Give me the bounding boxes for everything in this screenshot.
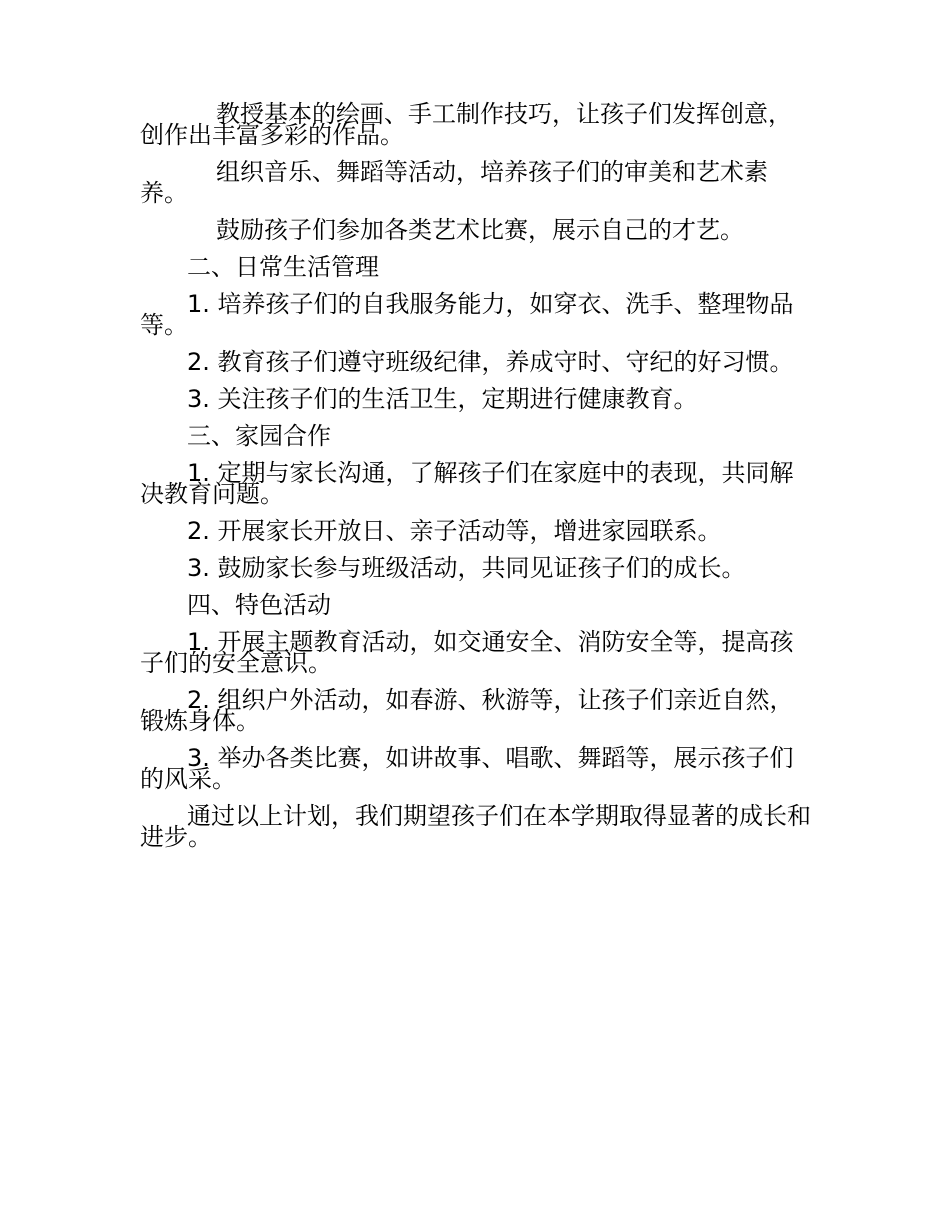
paragraph-parent-communication: 1. 定期与家长沟通，了解孩子们在家庭中的表现，共同解决教育问题。 [140,459,794,508]
paragraph-outdoor-activities: 2. 组织户外活动，如春游、秋游等，让孩子们亲近自然，锻炼身体。 [140,686,794,735]
paragraph-open-day: 2. 开展家长开放日、亲子活动等，增进家园联系。 [187,517,722,545]
section-heading-daily-life: 二、日常生活管理 [187,253,379,281]
paragraph-parent-participation: 3. 鼓励家长参与班级活动，共同见证孩子们的成长。 [187,554,746,582]
paragraph-music-dance: 组织音乐、舞蹈等活动，培养孩子们的审美和艺术素养。 [140,158,768,207]
section-heading-special-activities: 四、特色活动 [187,591,331,619]
paragraph-art-skills: 教授基本的绘画、手工制作技巧，让孩子们发挥创意，创作出丰富多彩的作品。 [140,100,792,149]
section-heading-home-school: 三、家园合作 [187,422,331,450]
paragraph-discipline: 2. 教育孩子们遵守班级纪律，养成守时、守纪的好习惯。 [187,348,794,376]
paragraph-art-competition: 鼓励孩子们参加各类艺术比赛，展示自己的才艺。 [216,216,744,244]
paragraph-hygiene: 3. 关注孩子们的生活卫生，定期进行健康教育。 [187,385,698,413]
paragraph-competitions: 3. 举办各类比赛，如讲故事、唱歌、舞蹈等，展示孩子们的风采。 [140,744,794,793]
paragraph-safety-education: 1. 开展主题教育活动，如交通安全、消防安全等，提高孩子们的安全意识。 [140,628,794,677]
paragraph-self-service: 1. 培养孩子们的自我服务能力，如穿衣、洗手、整理物品等。 [140,290,794,339]
paragraph-conclusion: 通过以上计划，我们期望孩子们在本学期取得显著的成长和进步。 [140,802,811,851]
document-body [140,100,815,864]
